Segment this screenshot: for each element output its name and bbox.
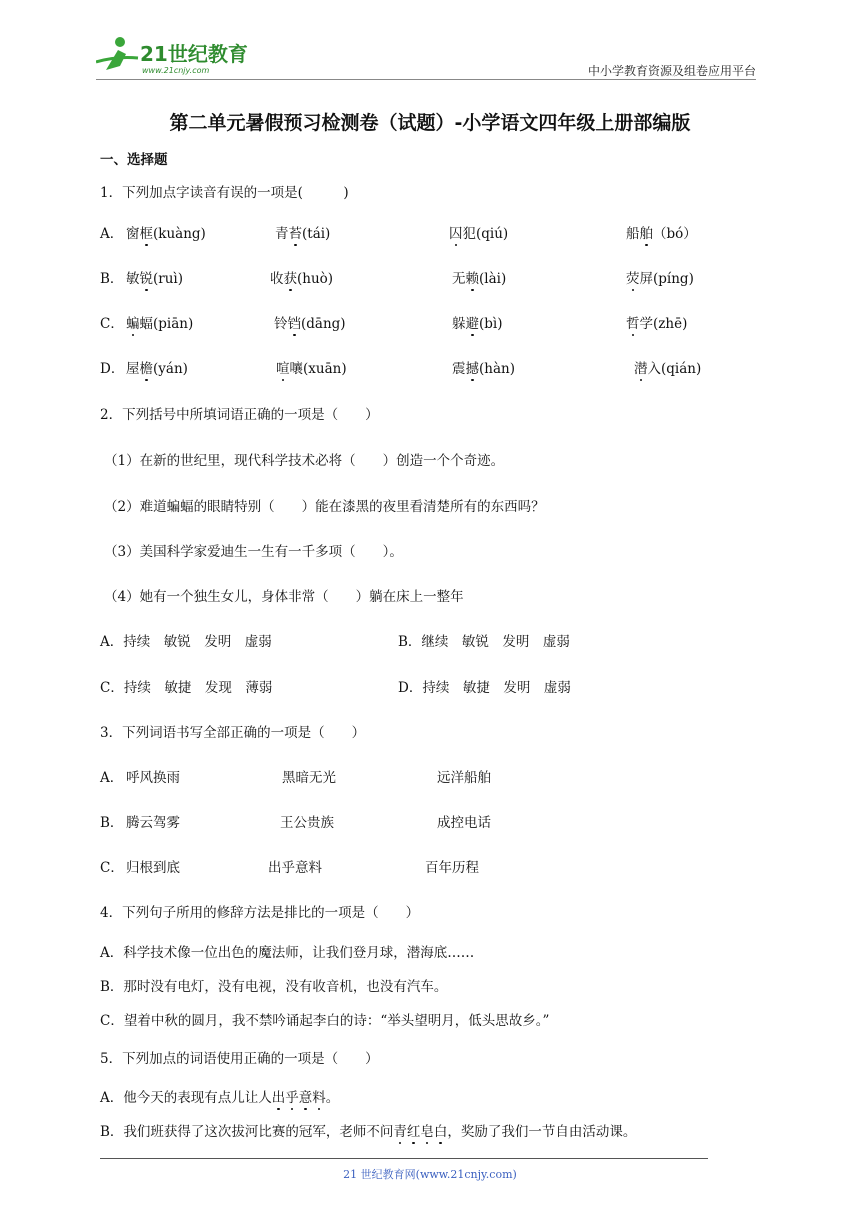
q2-sub-4: （4）她有一个独生女儿，身体非常（ ）躺在床上一整年 xyxy=(104,589,464,605)
footer-divider xyxy=(100,1158,708,1159)
q3-b-item: 腾云驾雾 xyxy=(126,815,180,831)
q1-d-label: D． xyxy=(100,361,125,377)
q3-a-label: A． xyxy=(100,770,124,786)
q3-c-item: 百年历程 xyxy=(425,860,479,876)
q1-a-item: 青苔(tái) xyxy=(275,222,330,242)
q1-c-item: 躲避(bì) xyxy=(452,312,503,332)
q3-b-item: 王公贵族 xyxy=(280,815,334,831)
q2-option-b: B．继续 敏锐 发明 虚弱 xyxy=(398,634,570,650)
q3-b-item: 成控电话 xyxy=(437,815,491,831)
q3-b-label: B． xyxy=(100,815,124,831)
q5-a-dotted: 出乎意料 xyxy=(272,1090,326,1106)
header-divider xyxy=(96,79,756,80)
q1-b-item: 无赖(lài) xyxy=(452,267,506,287)
q1-c-item: 蝙蝠(piān) xyxy=(126,312,193,332)
q3-a-item: 黑暗无光 xyxy=(282,770,336,786)
logo-21cnjy xyxy=(96,34,266,78)
q2-option-c: C．持续 敏捷 发现 薄弱 xyxy=(100,680,273,696)
site-name: 中小学教育资源及组卷应用平台 xyxy=(587,64,756,78)
q2-sub-1: （1）在新的世纪里，现代科学技术必将（ ）创造一个个奇迹。 xyxy=(104,453,505,469)
q4-option-b: B．那时没有电灯，没有电视，没有收音机，也没有汽车。 xyxy=(100,979,448,995)
q3-c-label: C． xyxy=(100,860,124,876)
q2-option-d: D．持续 敏捷 发明 虚弱 xyxy=(398,680,571,696)
q3-c-item: 归根到底 xyxy=(126,860,180,876)
page-header xyxy=(96,34,756,80)
q5-stem: 5．下列加点的词语使用正确的一项是（ ） xyxy=(100,1051,379,1067)
q1-a-item: 囚犯(qiú) xyxy=(449,222,508,242)
q1-d-item: 喧嚷(xuān) xyxy=(276,357,347,377)
q5-option-b: B．我们班获得了这次拔河比赛的冠军，老师不问青红皂白，奖励了我们一节自由活动课。 xyxy=(100,1120,636,1140)
q1-a-item: 船舶（bó） xyxy=(626,222,697,242)
q1-c-item: 铃铛(dāng) xyxy=(274,312,346,332)
q1-b-item: 收获(huò) xyxy=(270,267,333,287)
q1-stem: 1．下列加点字读音有误的一项是( ) xyxy=(100,185,349,201)
page-title: 第二单元暑假预习检测卷（试题）-小学语文四年级上册部编版 xyxy=(169,112,691,134)
q2-sub-2: （2）难道蝙蝠的眼睛特别（ ）能在漆黑的夜里看清楚所有的东西吗？ xyxy=(104,499,545,515)
q1-a-label: A． xyxy=(100,226,124,242)
q3-a-item: 远洋船舶 xyxy=(437,770,491,786)
section-heading: 一、选择题 xyxy=(100,152,168,168)
logo-text: 21世纪教育 xyxy=(140,42,248,66)
footer-text: 21 世纪教育网(www.21cnjy.com) xyxy=(343,1168,517,1181)
q1-a-item: 窗框(kuàng) xyxy=(126,222,206,242)
q2-stem: 2．下列括号中所填词语正确的一项是（ ） xyxy=(100,407,379,423)
q4-option-c: C．望着中秋的圆月，我不禁吟诵起李白的诗：“举头望明月，低头思故乡。” xyxy=(100,1013,550,1029)
q5-option-a: A．他今天的表现有点儿让人出乎意料。 xyxy=(100,1086,339,1106)
q1-d-item: 屋檐(yán) xyxy=(126,357,188,377)
q1-d-item: 潜入(qián) xyxy=(634,357,701,377)
q1-c-item: 哲学(zhē) xyxy=(626,312,687,332)
q1-d-item: 震撼(hàn) xyxy=(452,357,515,377)
q1-c-label: C． xyxy=(100,316,124,332)
logo-url: www.21cnjy.com xyxy=(142,66,210,75)
q5-b-dotted: 青红皂白 xyxy=(393,1124,447,1140)
q3-a-item: 呼风换雨 xyxy=(126,770,180,786)
q3-c-item: 出乎意料 xyxy=(268,860,322,876)
q2-sub-3: （3）美国科学家爱迪生一生有一千多项（ ）。 xyxy=(104,544,403,560)
q4-stem: 4．下列句子所用的修辞方法是排比的一项是（ ） xyxy=(100,905,420,921)
q2-option-a: A．持续 敏锐 发明 虚弱 xyxy=(100,634,272,650)
q3-stem: 3．下列词语书写全部正确的一项是（ ） xyxy=(100,725,366,741)
q1-b-item: 荧屏(píng) xyxy=(626,267,694,287)
q1-b-label: B． xyxy=(100,271,124,287)
q4-option-a: A．科学技术像一位出色的魔法师，让我们登月球，潜海底…… xyxy=(100,945,475,961)
q1-b-item: 敏锐(ruì) xyxy=(126,267,183,287)
